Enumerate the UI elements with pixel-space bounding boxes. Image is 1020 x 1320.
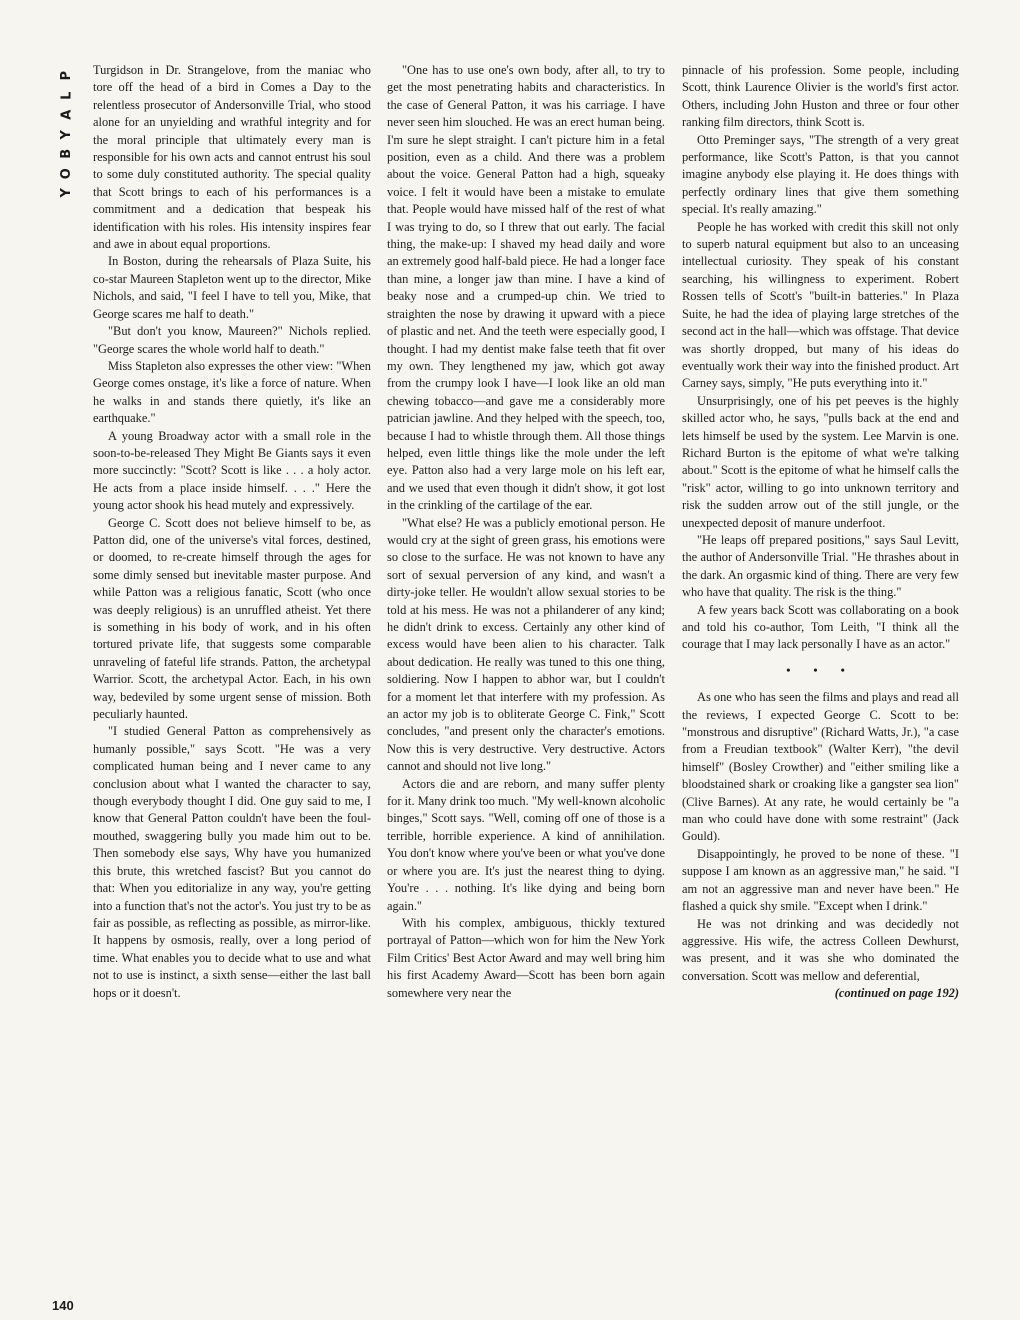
paragraph: Otto Preminger says, "The strength of a very great performance, like Scott's Patton, is that you cannot imagine anybody else playing it. He does things with perfectly ordinary lines that give them something special. It's really amazing." — [682, 132, 959, 217]
page-number: 140 — [52, 1298, 74, 1313]
running-head-letter: Y — [59, 129, 75, 139]
paragraph: pinnacle of his profession. Some people, including Scott, think Laurence Olivier is the world's first actor. Others, including John Huston and three or four other ranking film directors, think Scott is. — [682, 63, 959, 130]
running-head — [53, 66, 81, 203]
running-head-letter: L — [59, 91, 75, 100]
running-head-letter: A — [59, 109, 75, 120]
continued-note: (continued on page 192) — [834, 986, 959, 1001]
paragraph: "I studied General Patton as comprehensively as humanly possible," says Scott. "He was a very complicated human being and I never came to any conclusion about what I wanted the character to say, though everybody thought I did. One guy said to me, I know that General Patton couldn't have been the foul-mouthed, swaggering bully you made him out to be. Then somebody else says, Why have you humanized this brute, this wretched fascist? But you cannot do that: When you editorialize in any way, you're getting into a function that's not the actor's. You just try to be as fair as possible, as reflecting as possible, as mirror-like. It happens by osmosis, really, over a long period of time. What enables you to decide what to use and what not to use is instinct, a sixth sense—either the last ball hops or it doesn't. — [93, 724, 371, 1000]
paragraph: A few years back Scott was collaborating on a book and told his co-author, Tom Leith, "I think all the courage that I may lack personally I have as an actor." — [682, 602, 959, 652]
paragraph: Turgidson in Dr. Strangelove, from the maniac who tore off the head of a bird in Comes a Day to the relentless prosecutor of Andersonville Trial, who stood alone for an unyielding and wrathful integrity and for the moral principle that ultimately every man is responsible for his own acts and cannot entrust his soul to some duly constituted authority. The special quality that Scott brings to each of his performances is a commitment and a dedication that bespeak his identification with his roles. His intensity inspires fear and awe in about equal proportions. — [93, 63, 371, 252]
paragraph: People he has worked with credit this skill not only to superb natural equipment but also to an unceasing intellectual curiosity. They speak of his constant searching, his willingness to experiment. Robert Rossen tells of Scott's "built-in batteries." In Plaza Suite, he had the idea of playing large stretches of the second act in the hall—which was offstage. That device was shortly dropped, but many of his ideas do eventually work their way into the finished product. Art Carney says, simply, "He puts everything into it." — [682, 219, 959, 391]
running-head-letter: B — [59, 148, 75, 159]
paragraph: "He leaps off prepared positions," says Saul Levitt, the author of Andersonville Trial. "He thrashes about in the dark. An orgasmic kind of thing. There are very few who have that quality. The risk is the thing." — [682, 532, 959, 600]
paragraph: A young Broadway actor with a small role in the soon-to-be-released They Might Be Giants says it even more succinctly: "Scott? Scott is like . . . a holy actor. He acts from a place inside himself. . . ." Here the young actor shook his head mutely and expressively. — [93, 428, 371, 513]
running-head-letter: Y — [59, 188, 75, 198]
section-break: • • • — [786, 662, 855, 677]
paragraph: "What else? He was a publicly emotional person. He would cry at the sight of green grass, his emotions were so close to the surface. He was not known to have any sort of sexual perversion of any kind, and wasn't a dirty-joke teller. He wouldn't allow sexual stories to be told at his mess. He was not a philanderer of any kind; he didn't drink to excess. Certainly any other kind of excess would have been alien to his character. Talk about dedication. He really was tuned to this one thing, soldiering. Now I happen to abhor war, but I couldn't for a moment let that interfere with my profession. As an actor my job is to obliterate George C. Fink," Scott concludes, "and present only the character's emotions. Now this is very destructive. Very destructive. Actors cannot and should not live long." — [387, 515, 665, 774]
paragraph: "But don't you know, Maureen?" Nichols replied. "George scares the whole world half to death." — [93, 324, 371, 356]
paragraph: Miss Stapleton also expresses the other view: "When George comes onstage, it's like a force of nature. When he walks in and stands there quietly, it's like an earthquake." — [93, 358, 371, 426]
running-head-letter: O — [59, 167, 75, 179]
paragraph: He was not drinking and was decidedly not aggressive. His wife, the actress Colleen Dewhurst, was present, and it was she who dominated the conversation. Scott was mellow and deferential, — [682, 916, 959, 983]
paragraph: As one who has seen the films and plays and read all the reviews, I expected George C. Scott to be: "monstrous and disruptive" (Richard Watts, Jr.), "a case from a Freudian textbook" (Walter Kerr), "the devil himself" (Bosley Crowther) and "either smiling like a bloodstained shark or croaking like a gangster sea lion" (Clive Barnes). At any rate, he would certainly be "a man who could have done with some restraint" (Jack Gould). — [682, 690, 959, 844]
paragraph: Unsurprisingly, one of his pet peeves is the highly skilled actor who, he says, "pulls back at the end and lets himself be used by the system. Lee Marvin is one. Richard Burton is the epitome of what we're talking about." Scott is the epitome of what he himself calls the "risk" actor, willing to go into unknown territory and risk the sudden arrow out of the still jungle, or the unexpected deposit of manure underfoot. — [682, 393, 959, 530]
paragraph: "One has to use one's own body, after all, to try to get the most penetrating habits and characteristics. In the case of General Patton, it was his carriage. I have never seen him slouched. He was an erect human being. I'm sure he slept straight. I can't picture him in a fetal position, even as a child. And there was a problem about the voice. General Patton had a high, squeaky voice. I felt it would have been a mistake to emulate that. People would have missed half of the rest of what I was trying to do, so I threw that out early. The facial thing, the make-up: I shaved my head daily and wore an extremely good half-bald piece. He had a longer face than mine, a longer jaw than mine. I have a kind of beaky nose and a crumped-up chin. We tried to straighten the nose by drawing it upward with a piece of plastic and net. And the teeth were especially good, I thought. I had my dentist make false teeth that fit over my own. They lengthened my jaw, which got away from the crumpy look I have—I look like an old man chewing tobacco—and gave me a considerably more patrician jawline. And they helped with the speech, too, because I had to whistle through them. All those things helped, even little things like the mole under the left eye. Patton also had a very large mole on his left ear, and we used that even though it didn't show, it got lost in the crinkling of the cartilage of the ear. — [387, 63, 665, 513]
text-column-2 — [387, 62, 665, 1297]
paragraph: With his complex, ambiguous, thickly textured portrayal of Patton—which won for him the New York Film Critics' Best Actor Award and may well bring him his first Academy Award—Scott has been born again somewhere very near the — [387, 915, 665, 1000]
paragraph: George C. Scott does not believe himself to be, as Patton did, one of the universe's vital forces, destined, or doomed, to re-create himself through the ages for some dimly sensed but inevitable master purpose. And while Patton was a religious fanatic, Scott (who once was deeply religious) is an unruffled atheist. Yet there is something in his body of work, and in his often tortured private life, that suggests some comparable unraveling of fateful life strands. Patton, the archetypal Warrior. Scott, the archetypal Actor. Each, in his own way, bedeviled by some urgent sense of mission. Both peculiarly haunted. — [93, 515, 371, 722]
paragraph: Disappointingly, he proved to be none of these. "I suppose I am known as an aggressive man," he said. "I am not an aggressive man and never have been." He flashed a quick shy smile. "Except when I drink." — [682, 846, 959, 914]
paragraph: In Boston, during the rehearsals of Plaza Suite, his co-star Maureen Stapleton went up to the director, Mike Nichols, and said, "I feel I have to tell you, Mike, that George scares me half to death." — [93, 254, 371, 321]
running-head-letter: P — [59, 70, 75, 81]
text-column-3 — [682, 62, 959, 1297]
text-column-1 — [93, 62, 371, 1297]
paragraph: Actors die and are reborn, and many suffer plenty for it. Many drink too much. "My well-known alcoholic binges," Scott says. "Well, coming off one of those is a terrible, horrible experience. A kind of annihilation. You don't know where you've been or what you've done or where you are. It's just the nearest thing to dying. You're . . . nothing. It's like dying and being born again." — [387, 776, 665, 913]
